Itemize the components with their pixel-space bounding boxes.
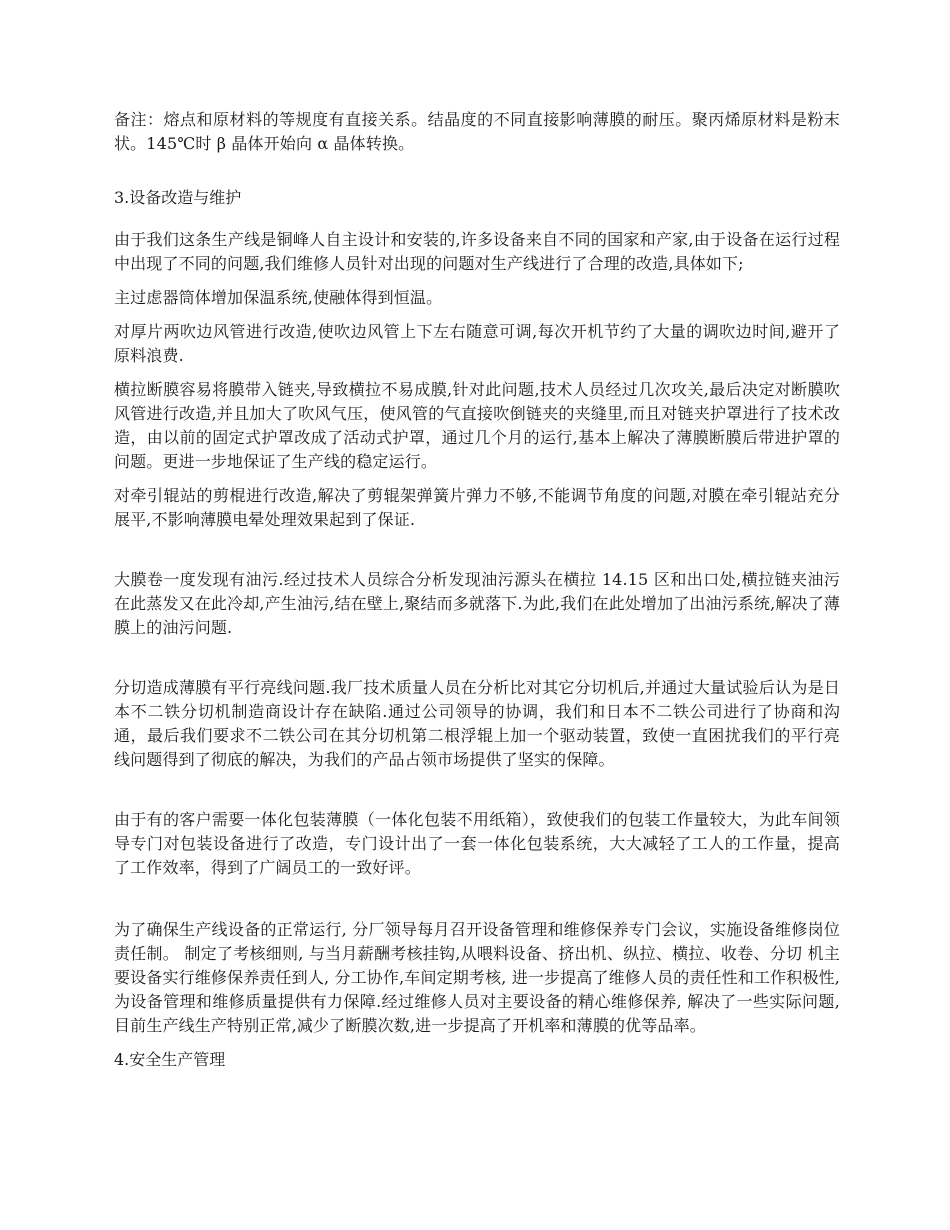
paragraph-slitter-lines: 分切造成薄膜有平行亮线问题.我厂技术质量人员在分析比对其它分切机后,并通过大量试验后认为是日本不二铁分切机制造商设计存在缺陷.通过公司领导的协调，我们和日本不二铁公司进行了协商和沟通，最后我们要求不二铁公司在其分切机第二根浮辊上加一个驱动装置，致使一直困扰我们的平行亮线问题得到了彻底的解决，为我们的产品占领市场提供了坚实的保障。 — [114, 678, 840, 769]
paragraph-oil-contamination: 大膜卷一度发现有油污.经过技术人员综合分析发现油污源头在横拉 14.15 区和出口处,横拉链夹油污在此蒸发又在此冷却,产生油污,结在壁上,聚结而多就落下.为此,我们在此处增加了出油污系统,解决了薄膜上的油污问题. — [114, 570, 840, 637]
paragraph-filter-insulation: 主过虑器筒体增加保温系统,使融体得到恒温。 — [114, 288, 443, 307]
section-4-heading: 4.安全生产管理 — [114, 1050, 226, 1069]
paragraph-intro: 由于我们这条生产线是铜峰人自主设计和安装的,许多设备来自不同的国家和产家,由于设备在运行过程中出现了不同的问题,我们维修人员针对出现的问题对生产线进行了合理的改造,具体如下; — [114, 230, 840, 273]
paragraph-film-break: 横拉断膜容易将膜带入链夹,导致横拉不易成膜,针对此问题,技术人员经过几次攻关,最后决定对断膜吹风管进行改造,并且加大了吹风气压，使风管的气直接吹倒链夹的夹缝里,而且对链夹护罩进行了技术改造，由以前的固定式护罩改成了活动式护罩，通过几个月的运行,基本上解决了薄膜断膜后带进护罩的问题。更进一步地保证了生产线的稳定运行。 — [114, 380, 840, 471]
paragraph-nip-roll: 对牵引辊站的剪棍进行改造,解决了剪辊架弹簧片弹力不够,不能调节角度的问题,对膜在牵引辊站充分展平,不影响薄膜电晕处理效果起到了保证. — [114, 486, 840, 529]
paragraph-packaging: 由于有的客户需要一体化包装薄膜（一体化包装不用纸箱），致使我们的包装工作量较大，为此车间领导专门对包装设备进行了改造，专门设计出了一套一体化包装系统，大大减轻了工人的工作量，提高了工作效率，得到了广阔员工的一致好评。 — [114, 810, 840, 877]
section-3-heading: 3.设备改造与维护 — [114, 188, 242, 207]
note-paragraph: 备注：熔点和原材料的等规度有直接关系。结晶度的不同直接影响薄膜的耐压。聚丙烯原材料是粉末状。145℃时 β 晶体开始向 α 晶体转换。 — [114, 110, 840, 153]
paragraph-edge-blower: 对厚片两吹边风管进行改造,使吹边风管上下左右随意可调,每次开机节约了大量的调吹边时间,避开了原料浪费. — [114, 322, 840, 365]
paragraph-maintenance-system: 为了确保生产线设备的正常运行, 分厂领导每月召开设备管理和维修保养专门会议，实施设备维修岗位责任制。 制定了考核细则, 与当月薪酬考核挂钩,从喂料设备、挤出机、纵拉、横拉、收卷、分切 机主要设备实行维修保养责任到人, 分工协作,车间定期考核, 进一步提高了维修人员的责任性和工作积极性,为设备管理和维修质量提供有力保障.经过维修人员对主要设备的精心维修保养, 解决了一些实际问题,目前生产线生产特别正常,减少了断膜次数,进一步提高了开机率和薄膜的优等品率。 — [114, 920, 840, 1035]
document-page — [114, 108, 840, 1072]
